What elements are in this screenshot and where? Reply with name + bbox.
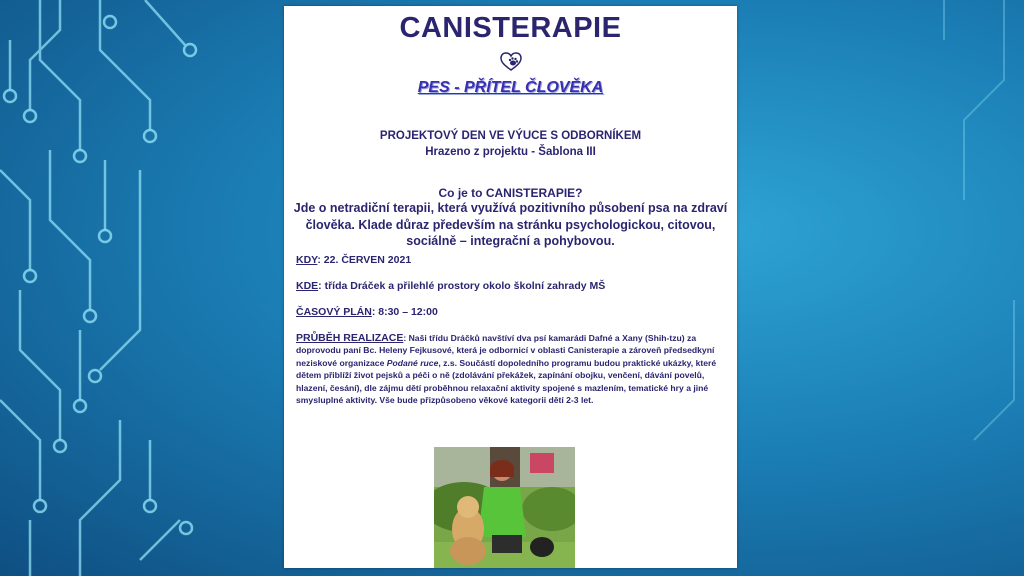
- description-text: Jde o netradiční terapii, která využívá pozitivního působení psa na zdraví člověka. Klade důraz především na stránku psychologickou, citovou, sociálně – integrační a pohybovou.: [293, 201, 728, 248]
- where-row: [296, 280, 605, 292]
- process-label: PRŮBĚH REALIZACE: [296, 332, 404, 344]
- photo-woman-with-dogs: [434, 447, 575, 568]
- heart-paw-icon: [500, 52, 522, 72]
- question-heading: Co je to CANISTERAPIE?: [438, 186, 583, 200]
- where-label: KDE: [296, 280, 319, 292]
- circuit-decoration-right: [764, 0, 1024, 576]
- process-organization: Podané ruce: [386, 357, 439, 368]
- process-description: [296, 332, 724, 406]
- page-title: CANISTERAPIE: [399, 12, 622, 44]
- project-line-1: PROJEKTOVÝ DEN VE VÝUCE S ODBORNÍKEM: [379, 130, 642, 142]
- when-row: [296, 254, 411, 266]
- project-info: [284, 128, 737, 160]
- plan-value: : 8:30 – 12:00: [371, 306, 438, 318]
- project-line-2: Hrazeno z projektu - Šablona III: [425, 146, 596, 158]
- plan-row: [296, 306, 438, 318]
- page-subtitle: PES - PŘÍTEL ČLOVĚKA: [417, 79, 604, 96]
- when-value: : 22. ČERVEN 2021: [317, 254, 412, 266]
- circuit-decoration-left: [0, 0, 260, 576]
- process-text-2: , z.s. Součástí dopoledního programu budou praktické ukázky, které dětem přiblíží život pejsků a péči o ně (zdolávání překážek, zapínání obojku, venčení, dávání povelů, hlazení, česání), dle zájmu dětí proběhnou relaxační aktivity spojené s mazlením, tematické hry a jiné smysluplné aktivity. Vše bude přizpůsobeno věkové kategorii dětí 2-3 let.: [296, 357, 717, 406]
- process-text-1: : Naši třídu Dráčků navštíví dva psí kamarádi Dafné a Xany (Shih-tzu) za doprovodu paní Bc. Heleny Fejkusové, která je odbornicí v oblasti Canisterapie a zároveň předsedkyní neziskové organizace: [296, 333, 715, 368]
- plan-label: ČASOVÝ PLÁN: [296, 306, 372, 318]
- where-value: : třída Dráček a přilehlé prostory okolo školní zahrady MŠ: [318, 280, 606, 292]
- flyer-page: [284, 6, 737, 568]
- when-label: KDY: [296, 254, 318, 266]
